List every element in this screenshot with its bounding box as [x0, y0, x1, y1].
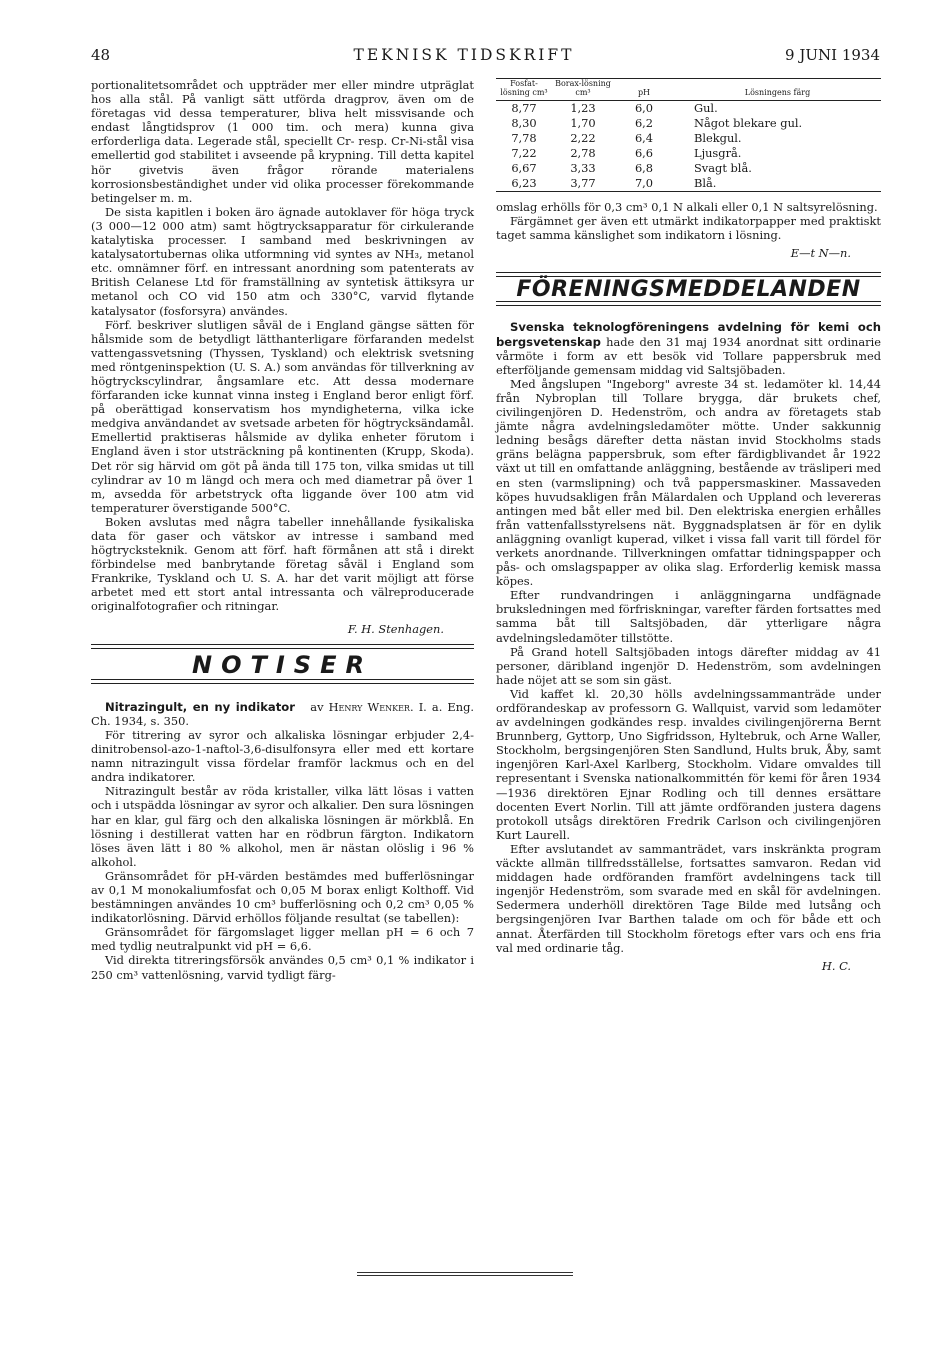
paragraph: portionalitetsområdet och uppträder mer eller mindre utpräglat hos alla stål. På vanligt sätt utförda dragprov, även om de företagas vid dessa temperaturer, bliva helt missvisande och endast långtidsprov (1 000 tim. och mera) kunna giva erforderliga data. Legerade stål, speciellt Cr- resp. Cr-Ni-stål visa emellertid god stabilitet i avseende på krypning. Till detta kapitel hör givetvis även frågor rörande materialens korrosionsbeständighet under vid olika processer förekommande betingelser m. m. [91, 78, 474, 205]
paragraph: Vid kaffet kl. 20,30 hölls avdelningssammanträde under ordförandeskap av professorn G. Wallquist, varvid som ledamöter av avdelningen godkändes resp. invaldes civilingenjörerna Bernt Brunnberg, Gyttorp, Uno Sigfridsson, Hyltebruk, och Arne Waller, Stockholm, bergsingenjören Sten Sandlund, Hults bruk, Åby, samt ingenjören Karl-Axel Karlberg, Stockholm. Vidare omvaldes till representant i Svenska nationalkommittén för kemi för åren 1934—1936 direktören Ejnar Rodling och till dennes ersättare docenten Evert Norlin. Till att jämte ordföranden justera dagens protokoll utsågs direktören Fredrik Carlson och civilingenjören Kurt Laurell. [496, 686, 881, 842]
paragraph: Gränsområdet för pH-värden bestämdes med bufferlösningar av 0,1 M monokaliumfosfat och 0,05 M borax enligt Kolthoff. Vid bestämningen användes 10 cm³ bufferlösning och 0,2 cm³ 0,05 % indikatorlösning. Därvid erhöllos följande resultat (se tabellen): [91, 868, 474, 926]
paragraph: Med ångslupen "Ingeborg" avreste 34 st. ledamöter kl. 14,44 från Nybroplan till Tollare brygga, där brukets chef, civilingenjören D. Hedenström, och andra av företagets stab jämte några avdelningsledamöter mötte. Under sakkunnig ledning besågs därefter detta nästan invid Stockholms stads gräns belägna pappersbruk, som efter färdigblivandet år 1922 växt ut till en omfattande anläggning, bestående av träsliperi med en sten (varmslipning) och två pappersmaskiner. Massaveden köpes huvudsakligen från Mälardalen och Uppland och levereras antingen med båt eller med bil. Den elektriska energien erhålles från vattenfallsstyrelsens nät. Byggnadsplatsen är för en dylik anläggning ovanligt kuperad, vilket i vissa fall varit till fördel för verkets anordnande. Tillverkningen omfattar tidningspapper och pås- och omslagspapper av olika slag. Erforderlig kemisk massa köpes. [496, 376, 881, 589]
paragraph: Efter rundvandringen i anläggningarna undfägnade bruksledningen med förfriskningar, varefter färden fortsattes med samma båt till Saltsjöbaden, där ytterligare några avdelningsledamöter tillstötte. [496, 588, 881, 645]
association-name: Svenska teknologföreningens avdelning för kemi och bergsvetenskap [496, 320, 881, 349]
notis-signature: E—t N—n. [790, 246, 851, 261]
notis-heading [91, 700, 474, 728]
notis-author-pre: av [310, 699, 324, 714]
table-cell: 7,22 [511, 146, 537, 160]
table-cell: 2,22 [570, 131, 596, 145]
table-cell: 6,0 [614, 101, 674, 117]
table-cell: Något blekare gul. [694, 116, 803, 130]
report-signature: H. C. [821, 958, 851, 973]
table-row [496, 161, 881, 176]
paragraph [496, 320, 881, 376]
paragraph: För titrering av syror och alkaliska lösningar erbjuder 2,4-dinitrobensol-azo-1-naftol-3,6-disulfonsyra eller med ett kortare namn nitrazingult vissa fördelar framför lackmus och en del andra indikatorer. [91, 727, 474, 785]
table-cell: Ljusgrå. [694, 146, 742, 160]
paragraph: Boken avslutas med några tabeller innehållande fysikaliska data för gaser och vätskor av intresse i samband med högtrycksteknik. Genom att förf. haft förmånen att stå i direkt förbindelse med banbrytande företag såväl i England som Frankrike, Tyskland och U. S. A. har det varit möjligt att förse arbetet med ett stort antal intressanta och välreproducerade originalfotografier och ritningar. [91, 514, 474, 614]
table-cell: 6,23 [496, 176, 552, 192]
table-cell: 6,2 [634, 116, 654, 130]
table-row [496, 101, 881, 117]
paragraph: Färgämnet ger även ett utmärkt indikatorpapper med praktiskt taget samma känslighet som indikatorn i lösning. [496, 214, 881, 243]
right-column [496, 78, 881, 981]
section-rule-bottom [496, 301, 881, 306]
table-cell: Blå. [674, 176, 881, 192]
table-cell: 8,30 [511, 116, 537, 130]
table-cell: 1,23 [552, 101, 614, 117]
paragraph: Efter avslutandet av sammanträdet, vars inskränkta program väckte allmän tillfredsställelse, fortsattes samvaron. Redan vid middagen hade ordföranden framfört avdelningens tack till ingenjör Hedenström, som svarade med en skål för avdelningen. Sedermera underhöll direktören Tage Bilde med lutsång och bergsingenjören Ivar Barthen talade om och för både ett och annat. Återfärden till Stockholm företogs efter vars och ens fria val med ordinarie tåg. [496, 841, 881, 955]
table-header: Borax-lösning cm³ [552, 79, 614, 101]
table-header: Fosfat-lösning cm³ [496, 79, 552, 101]
paragraph: De sista kapitlen i boken äro ägnade autoklaver för höga tryck (3 000—12 000 atm) samt högtrycksapparatur för cirkulerande katalytiska processer. I samband med beskrivningen av katalysatortubernas olika utformning vid syntes av NH₃, metanol etc. omnämner förf. en intressant anordning som patenterats av British Celanese Ltd för framställning av syntetisk ättiksyra ur metanol och CO vid 150 atm och 330°C, varvid flytande katalysator (fosforsyra) användes. [91, 204, 474, 318]
paragraph: Gränsområdet för färgomslaget ligger mellan pH = 6 och 7 med tydlig neutralpunkt vid pH = 6,6. [91, 925, 474, 954]
issue-date: 9 JUNI 1934 [785, 46, 880, 64]
table-cell: 6,4 [634, 131, 654, 145]
journal-title: TEKNISK TIDSKRIFT [353, 46, 575, 64]
review-signature: F. H. Stenhagen. [347, 621, 444, 636]
table-cell: 1,70 [570, 116, 596, 130]
left-column [91, 78, 474, 982]
paragraph: Vid direkta titreringsförsök användes 0,5 cm³ 0,1 % indikator i 250 cm³ vattenlösning, varvid tydligt färg- [91, 953, 474, 982]
notis-author: Henry Wenker. [328, 699, 414, 714]
table-cell: 6,67 [511, 161, 537, 175]
table-cell: 6,8 [634, 161, 654, 175]
table-cell: 6,6 [634, 146, 654, 160]
table-cell: Gul. [674, 101, 881, 117]
end-rule [357, 1275, 573, 1276]
table-cell: Blekgul. [694, 131, 742, 145]
section-title-notiser: NOTISER [192, 650, 373, 679]
end-rules [357, 1272, 573, 1278]
section-rule-bottom [91, 679, 474, 684]
table-cell: 3,77 [552, 176, 614, 192]
table-cell: 2,78 [570, 146, 596, 160]
table-row [496, 176, 881, 192]
table-row [496, 116, 881, 131]
table-row [496, 131, 881, 146]
table-row [496, 146, 881, 161]
end-rule [357, 1272, 573, 1273]
notis-title: Nitrazingult, en ny indikator [105, 699, 295, 714]
section-title-foreningsmeddelanden: FÖRENINGSMEDDELANDEN [516, 277, 861, 303]
paragraph: omslag erhölls för 0,3 cm³ 0,1 N alkali eller 0,1 N saltsyrelösning. [496, 200, 878, 214]
ph-table [496, 78, 881, 192]
table-header: Lösningens färg [674, 79, 881, 101]
table-cell: 7,78 [511, 131, 537, 145]
paragraph: Nitrazingult består av röda kristaller, vilka lätt lösas i vatten och i utspädda lösningar av syror och alkalier. Den sura lösningen har en klar, gul färg och den alkaliska lösningen är mörkblå. En lösning i destillerat vatten har en rödbrun färgton. Indikatorn löses även lätt i 80 % alkohol, men är nästan olöslig i 96 % alkohol. [91, 784, 474, 869]
paragraph: Förf. beskriver slutligen såväl de i England gängse sätten för hålsmide som de betydligt lätthanterligare förfaranden medelst vattengassvetsning (Thyssen, Tyskland) och elektrisk svetsning med röntgeninspektion (U. S. A.) som användas för tillverkning av högtryckscylindrar, ångsamlare etc. Att dessa modernare förfaranden icke kunnat vinna insteg i England beror enligt förf. på oberättigad konservatism hos myndigheterna, vilka icke medgiva användandet av svetsade arbeten för högtrycksändamål. Emellertid praktiseras hålsmide av dylika enheter förutom i England även i stor utsträckning på kontinenten (Krupp, Skoda). Det rör sig härvid om göt på ända till 175 ton, vilka smidas ut till cylindrar av 10 m längd och mera och med diametrar på över 1 m, avsedda för arbetstryck ofta liggande över 100 atm vid temperaturer överstigande 500°C. [91, 317, 474, 515]
table-cell: 3,33 [570, 161, 596, 175]
table-cell: 7,0 [614, 176, 674, 192]
notis-reference: I. a. Eng. Ch. 1934, s. 350. [91, 699, 474, 728]
table-cell: 8,77 [496, 101, 552, 117]
paragraph: På Grand hotell Saltsjöbaden intogs därefter middag av 41 personer, däribland ingenjör D. Hedenström, som avdelningen hade nöjet att se som sin gäst. [496, 644, 881, 687]
page-number: 48 [91, 46, 111, 64]
paragraph-text: hade den 31 maj 1934 anordnat sitt ordinarie vårmöte i form av ett besök vid Tollare pappersbruk med efterföljande gemensam middag vid Saltsjöbaden. [496, 334, 881, 377]
table-cell: Svagt blå. [694, 161, 752, 175]
table-header: pH [614, 79, 674, 101]
